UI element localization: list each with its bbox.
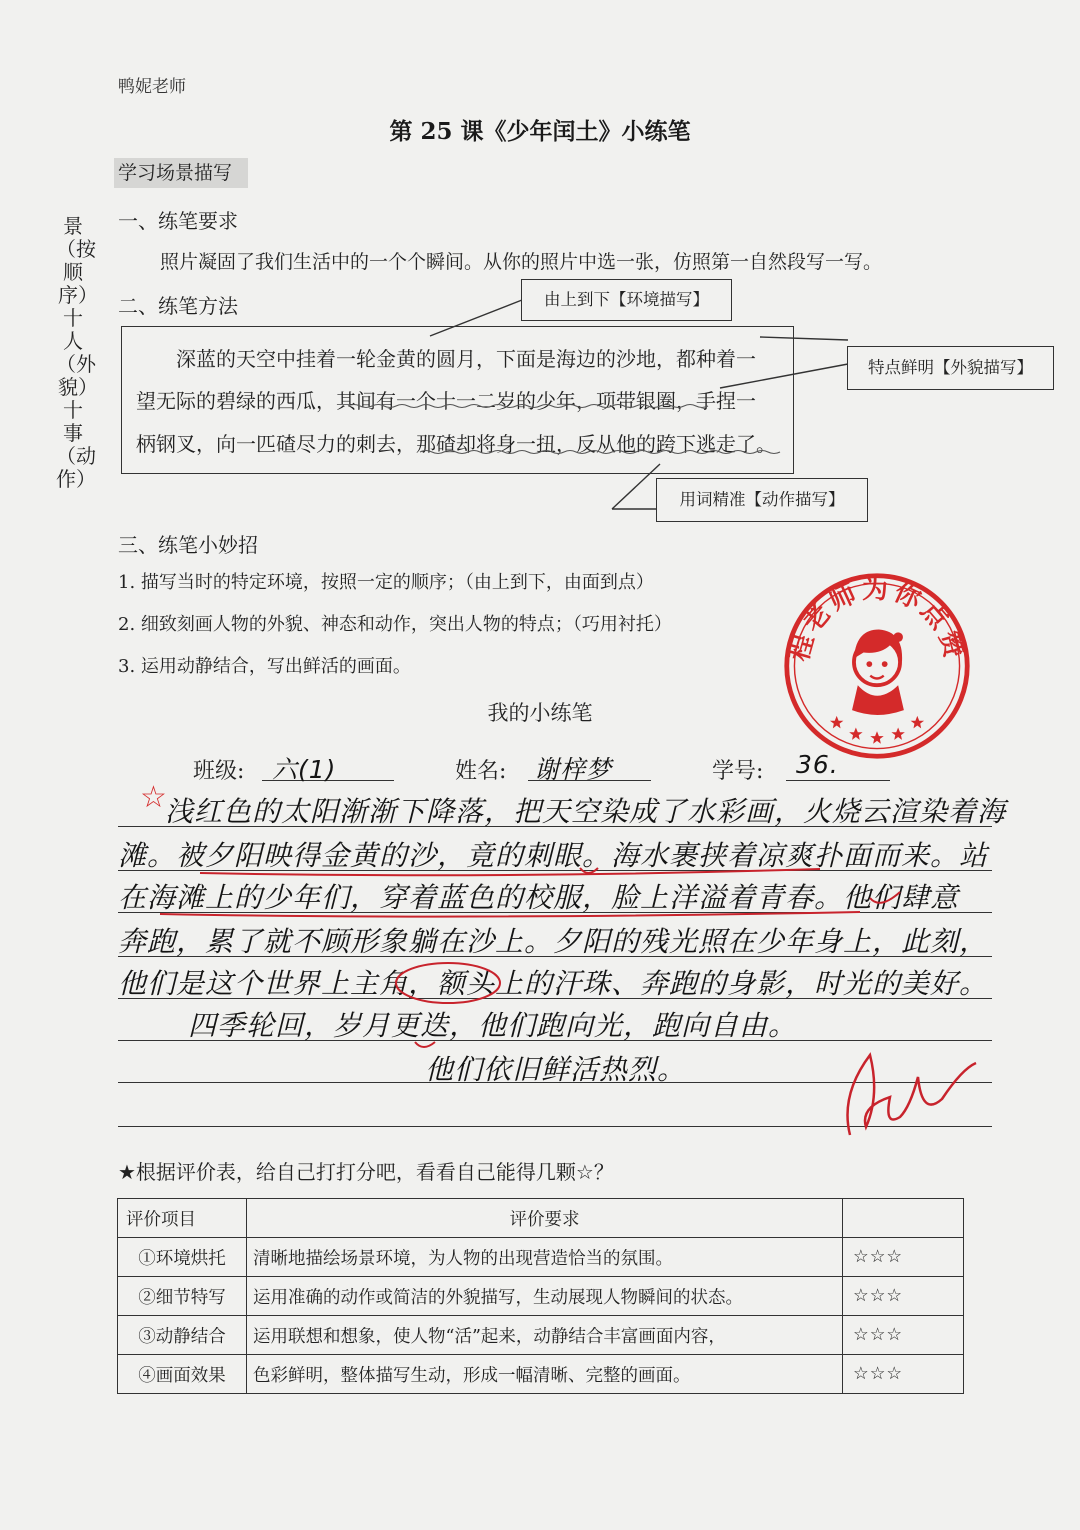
table-row [118,1355,964,1394]
writing-line-3: 在海滩上的少年们，穿着蓝色的校服，脸上洋溢着青春。他们肆意 [118,881,960,914]
section2-heading: 二、练笔方法 [118,294,238,318]
row-requirement: 运用联想和想象，使人物“活”起来，动静结合丰富画面内容， [247,1316,843,1355]
author-name: 鸭妮老师 [118,77,186,97]
name-label: 姓名: [455,759,507,784]
table-row [118,1277,964,1316]
scene-tag: 学习场景描写 [114,158,248,188]
row-stars[interactable]: ☆☆☆ [843,1316,964,1355]
callout-environment: 由上到下【环境描写】 [521,279,732,321]
tip-1: 1. 描写当时的特定环境，按照一定的顺序；（由上到下，由面到点） [118,572,654,593]
my-writing-title: 我的小练笔 [487,701,593,725]
row-stars[interactable]: ☆☆☆ [843,1238,964,1277]
row-requirement: 清晰地描绘场景环境，为人物的出现营造恰当的氛围。 [247,1238,843,1277]
table-header-row [118,1199,964,1238]
writing-line-4: 奔跑，累了就不顾形象躺在沙上。夕阳的残光照在少年身上，此刻， [118,925,989,958]
name-value: 谢梓梦 [534,755,613,784]
row-stars[interactable]: ☆☆☆ [843,1355,964,1394]
writing-line-1: 浅红色的太阳渐渐下降落，把天空染成了水彩画，火烧云渲染着海 [165,795,1007,828]
callout-action: 用词精准【动作描写】 [656,478,868,522]
table-row [118,1238,964,1277]
number-label: 学号: [712,759,764,784]
header-requirement: 评价要求 [247,1199,843,1238]
section1-heading: 一、练笔要求 [118,209,238,233]
teacher-grade-mark [848,1055,977,1135]
class-value: 六(1) [272,755,337,784]
callout-appearance: 特点鲜明【外貌描写】 [847,346,1054,390]
header-stars [843,1199,964,1238]
header-item: 评价项目 [118,1199,247,1238]
writing-line-7: 他们依旧鲜活热烈。 [425,1053,687,1086]
page-title: 第 25 课《少年闰土》小练笔 [389,118,691,145]
section3-heading: 三、练笔小妙招 [118,533,258,557]
row-stars[interactable]: ☆☆☆ [843,1277,964,1316]
row-requirement: 色彩鲜明，整体描写生动，形成一幅清晰、完整的画面。 [247,1355,843,1394]
tip-2: 2. 细致刻画人物的外貌、神态和动作，突出人物的特点；（巧用衬托） [118,614,672,635]
passage-line-2: 望无际的碧绿的西瓜，其间有一个十一二岁的少年，项带银圈，手捏一 [136,389,756,413]
section1-text: 照片凝固了我们生活中的一个个瞬间。从你的照片中选一张，仿照第一自然段写一写。 [160,251,883,273]
row-item: ②细节特写 [118,1277,247,1316]
row-requirement: 运用准确的动作或简洁的外貌描写，生动展现人物瞬间的状态。 [247,1277,843,1316]
passage-line-1: 深蓝的天空中挂着一轮金黄的圆月，下面是海边的沙地，都种着一 [176,347,756,371]
evaluation-table [117,1198,964,1394]
tip-3: 3. 运用动静结合，写出鲜活的画面。 [118,656,411,677]
passage-line-3: 柄钢叉，向一匹碴尽力的刺去，那碴却将身一扭，反从他的跨下逃走了。 [136,432,776,456]
writing-line-6: 四季轮回，岁月更迭，他们跑向光，跑向自由。 [188,1009,798,1042]
side-note: 景（按顺序）十人（外貌）十事（动作） [56,214,96,491]
red-star-icon: ☆ [140,780,167,815]
writing-line-5: 他们是这个世界上主角，额头上的汗珠、奔跑的身影，时光的美好。 [118,967,989,1000]
table-row [118,1316,964,1355]
writing-line-2: 滩。被夕阳映得金黄的沙，竟的刺眼。海水裹挟着凉爽扑面而来。站 [118,839,989,872]
row-item: ④画面效果 [118,1355,247,1394]
number-value: 36. [796,750,839,779]
stamp-text: 程老师为你点赞 [784,574,970,665]
class-label: 班级: [193,759,245,784]
row-item: ③动静结合 [118,1316,247,1355]
row-item: ①环境烘托 [118,1238,247,1277]
evaluation-title: ★根据评价表，给自己打打分吧，看看自己能得几颗☆？ [118,1160,614,1184]
